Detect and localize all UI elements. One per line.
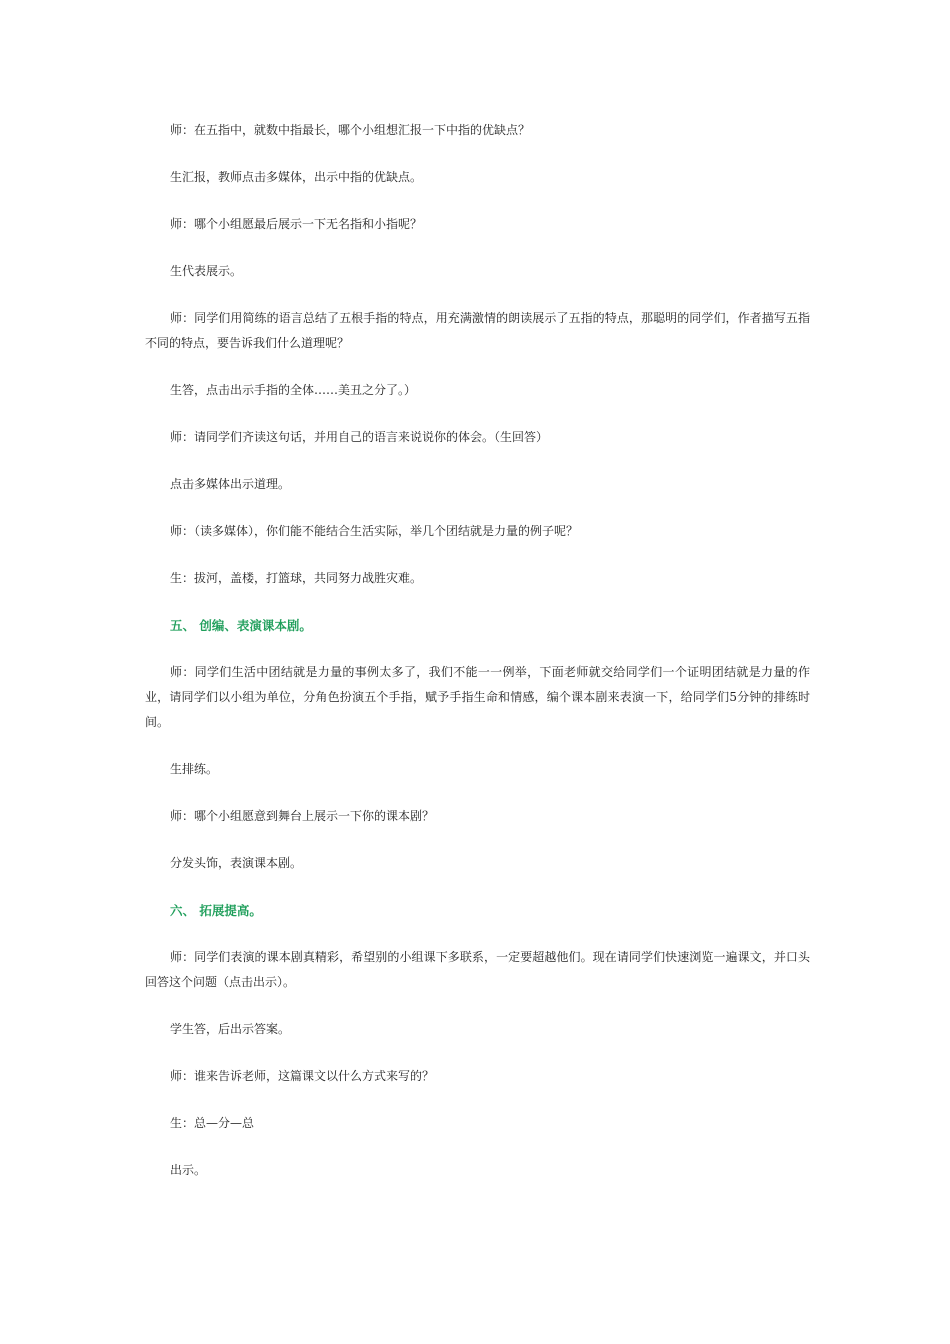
paragraph: 分发头饰，表演课本剧。 <box>170 856 303 870</box>
paragraph: 学生答，后出示答案。 <box>170 1022 291 1036</box>
paragraph: 师：谁来告诉老师，这篇课文以什么方式来写的？ <box>170 1069 435 1083</box>
section-heading: 六、 拓展提高。 <box>170 903 262 918</box>
paragraph: 师：哪个小组愿最后展示一下无名指和小指呢？ <box>170 217 423 231</box>
paragraph: 师：同学们表演的课本剧真精彩，希望别的小组课下多联系，一定要超越他们。现在请同学们快速浏览一遍课文，并口头回答这个问题（点击出示）。 <box>145 950 810 989</box>
paragraph: 生代表展示。 <box>170 264 243 278</box>
paragraph: 师：（读多媒体），你们能不能结合生活实际，举几个团结就是力量的例子呢？ <box>170 524 579 538</box>
paragraph: 生：总—分—总 <box>170 1116 255 1130</box>
paragraph: 师：同学们生活中团结就是力量的事例太多了，我们不能一一例举，下面老师就交给同学们一个证明团结就是力量的作业，请同学们以小组为单位，分角色扮演五个手指，赋予手指生命和情感，编个课本剧来表演一下，给同学们5分钟的排练时间。 <box>145 665 810 729</box>
paragraph: 生：拔河，盖楼，打篮球，共同努力战胜灾难。 <box>170 571 423 585</box>
paragraph: 师：请同学们齐读这句话，并用自己的语言来说说你的体会。（生回答） <box>170 430 549 444</box>
paragraph: 点击多媒体出示道理。 <box>170 477 291 491</box>
paragraph: 师：哪个小组愿意到舞台上展示一下你的课本剧？ <box>170 809 435 823</box>
paragraph: 生排练。 <box>170 762 219 776</box>
paragraph: 师：在五指中，就数中指最长，哪个小组想汇报一下中指的优缺点？ <box>170 123 531 137</box>
paragraph: 生答，点击出示手指的全体……美丑之分了。） <box>170 383 417 397</box>
paragraph: 生汇报，教师点击多媒体，出示中指的优缺点。 <box>170 170 423 184</box>
document-body <box>145 118 810 1205</box>
section-heading: 五、 创编、表演课本剧。 <box>170 618 312 633</box>
paragraph: 出示。 <box>170 1163 207 1177</box>
paragraph: 师：同学们用简练的语言总结了五根手指的特点，用充满激情的朗读展示了五指的特点，那聪明的同学们，作者描写五指不同的特点，要告诉我们什么道理呢？ <box>145 311 810 350</box>
